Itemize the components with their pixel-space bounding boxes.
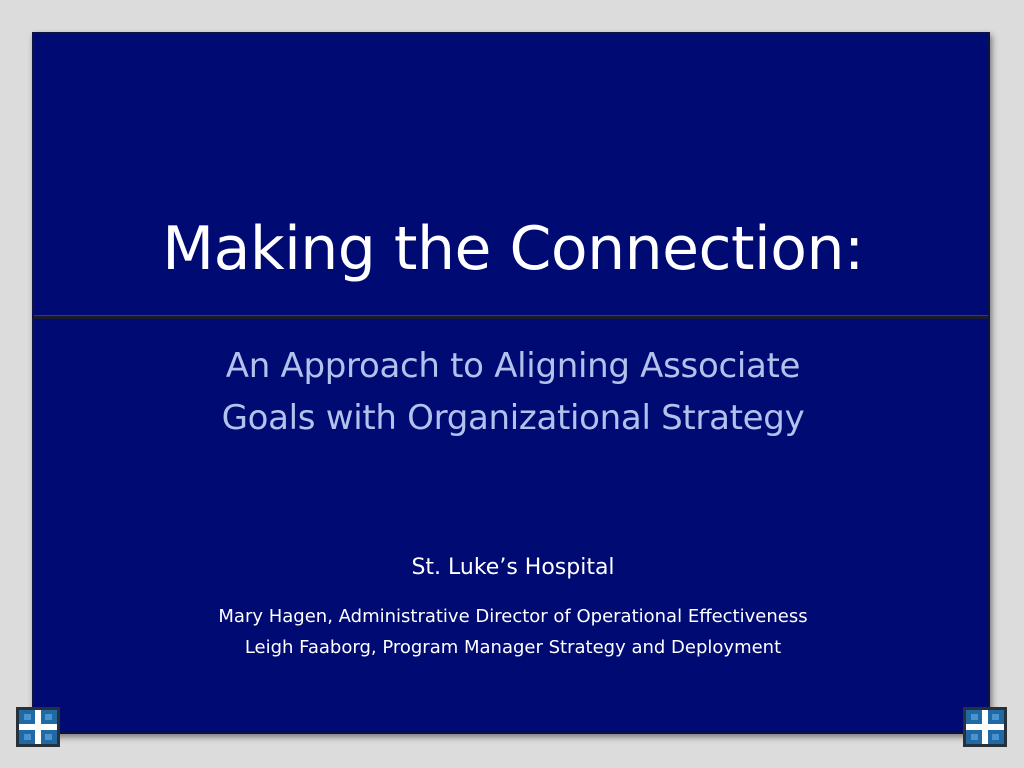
organization-name: St. Luke’s Hospital xyxy=(411,555,615,580)
presenter-line: Leigh Faaborg, Program Manager Strategy and Deployment xyxy=(244,637,782,658)
title-divider xyxy=(34,315,988,319)
slide-title: Making the Connection: xyxy=(162,214,864,284)
subtitle-line: Goals with Organizational Strategy xyxy=(221,398,805,438)
cross-logo-icon xyxy=(963,707,1007,747)
presenter-line: Mary Hagen, Administrative Director of Operational Effectiveness xyxy=(218,606,808,627)
title-slide xyxy=(32,32,990,734)
presenter-list xyxy=(34,601,992,663)
slide-subtitle xyxy=(34,340,992,444)
subtitle-line: An Approach to Aligning Associate xyxy=(225,346,801,386)
cross-logo-icon xyxy=(16,707,60,747)
